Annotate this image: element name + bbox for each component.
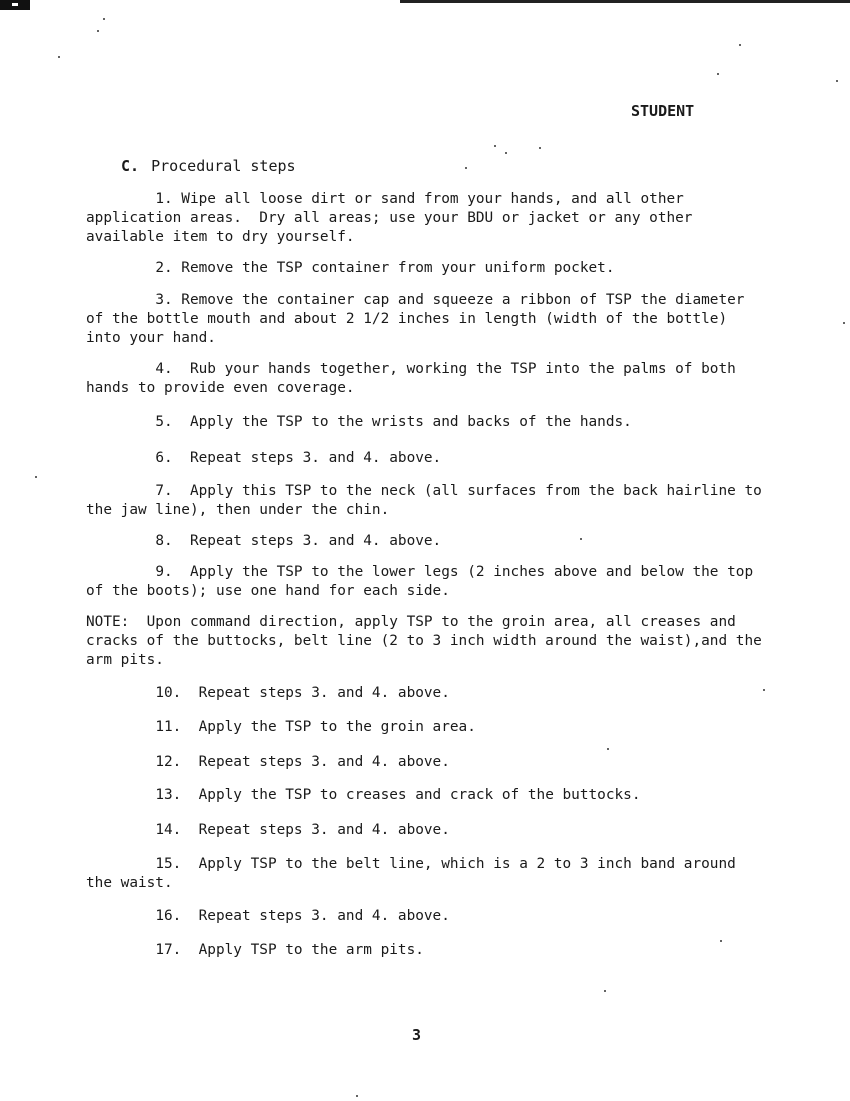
scan-speck — [843, 322, 845, 324]
scan-speck — [539, 147, 541, 149]
section-title: Procedural steps — [151, 157, 296, 175]
step-12: 12. Repeat steps 3. and 4. above. — [86, 754, 450, 770]
step-16: 16. Repeat steps 3. and 4. above. — [86, 908, 450, 924]
scan-speck — [505, 152, 507, 154]
note: NOTE: Upon command direction, apply TSP to the groin area, all creases and cracks of the buttocks, belt line (2 to 3 inch width around the waist),and the arm pits. — [86, 614, 762, 668]
step-8: 8. Repeat steps 3. and 4. above. — [86, 533, 442, 549]
scan-speck — [356, 1095, 358, 1097]
scan-speck — [717, 73, 719, 75]
step-7: 7. Apply this TSP to the neck (all surfaces from the back hairline to the jaw line), then under the chin. — [86, 483, 762, 518]
scan-top-rule — [400, 0, 850, 3]
step-1: 1. Wipe all loose dirt or sand from your hands, and all other application areas. Dry all areas; use your BDU or jacket or any other available item to dry yourself. — [86, 191, 693, 245]
step-4: 4. Rub your hands together, working the TSP into the palms of both hands to provide even coverage. — [86, 361, 736, 396]
page-number: 3 — [412, 1026, 422, 1044]
scan-speck — [604, 990, 606, 992]
step-5: 5. Apply the TSP to the wrists and backs of the hands. — [86, 414, 632, 430]
scan-speck — [607, 748, 609, 750]
step-17: 17. Apply TSP to the arm pits. — [86, 942, 424, 958]
section-letter: C. — [121, 157, 140, 175]
section-heading — [121, 157, 296, 175]
step-11: 11. Apply the TSP to the groin area. — [86, 719, 476, 735]
scan-speck — [836, 80, 838, 82]
scan-speck — [58, 56, 60, 58]
scan-speck — [739, 44, 741, 46]
scan-corner-mark — [0, 0, 30, 10]
scan-speck — [97, 30, 99, 32]
step-15: 15. Apply TSP to the belt line, which is a 2 to 3 inch band around the waist. — [86, 856, 736, 891]
scan-speck — [465, 167, 467, 169]
step-10: 10. Repeat steps 3. and 4. above. — [86, 685, 450, 701]
step-9: 9. Apply the TSP to the lower legs (2 inches above and below the top of the boots); use one hand for each side. — [86, 564, 754, 599]
scan-speck — [494, 145, 496, 147]
step-6: 6. Repeat steps 3. and 4. above. — [86, 450, 442, 466]
scan-speck — [103, 18, 105, 20]
step-3: 3. Remove the container cap and squeeze a ribbon of TSP the diameter of the bottle mouth and about 2 1/2 inches in length (width of the bottle) into your hand. — [86, 292, 745, 346]
audience-label: STUDENT — [631, 102, 695, 120]
step-2: 2. Remove the TSP container from your uniform pocket. — [86, 260, 615, 276]
step-14: 14. Repeat steps 3. and 4. above. — [86, 822, 450, 838]
step-13: 13. Apply the TSP to creases and crack of the buttocks. — [86, 787, 641, 803]
scan-speck — [35, 476, 37, 478]
